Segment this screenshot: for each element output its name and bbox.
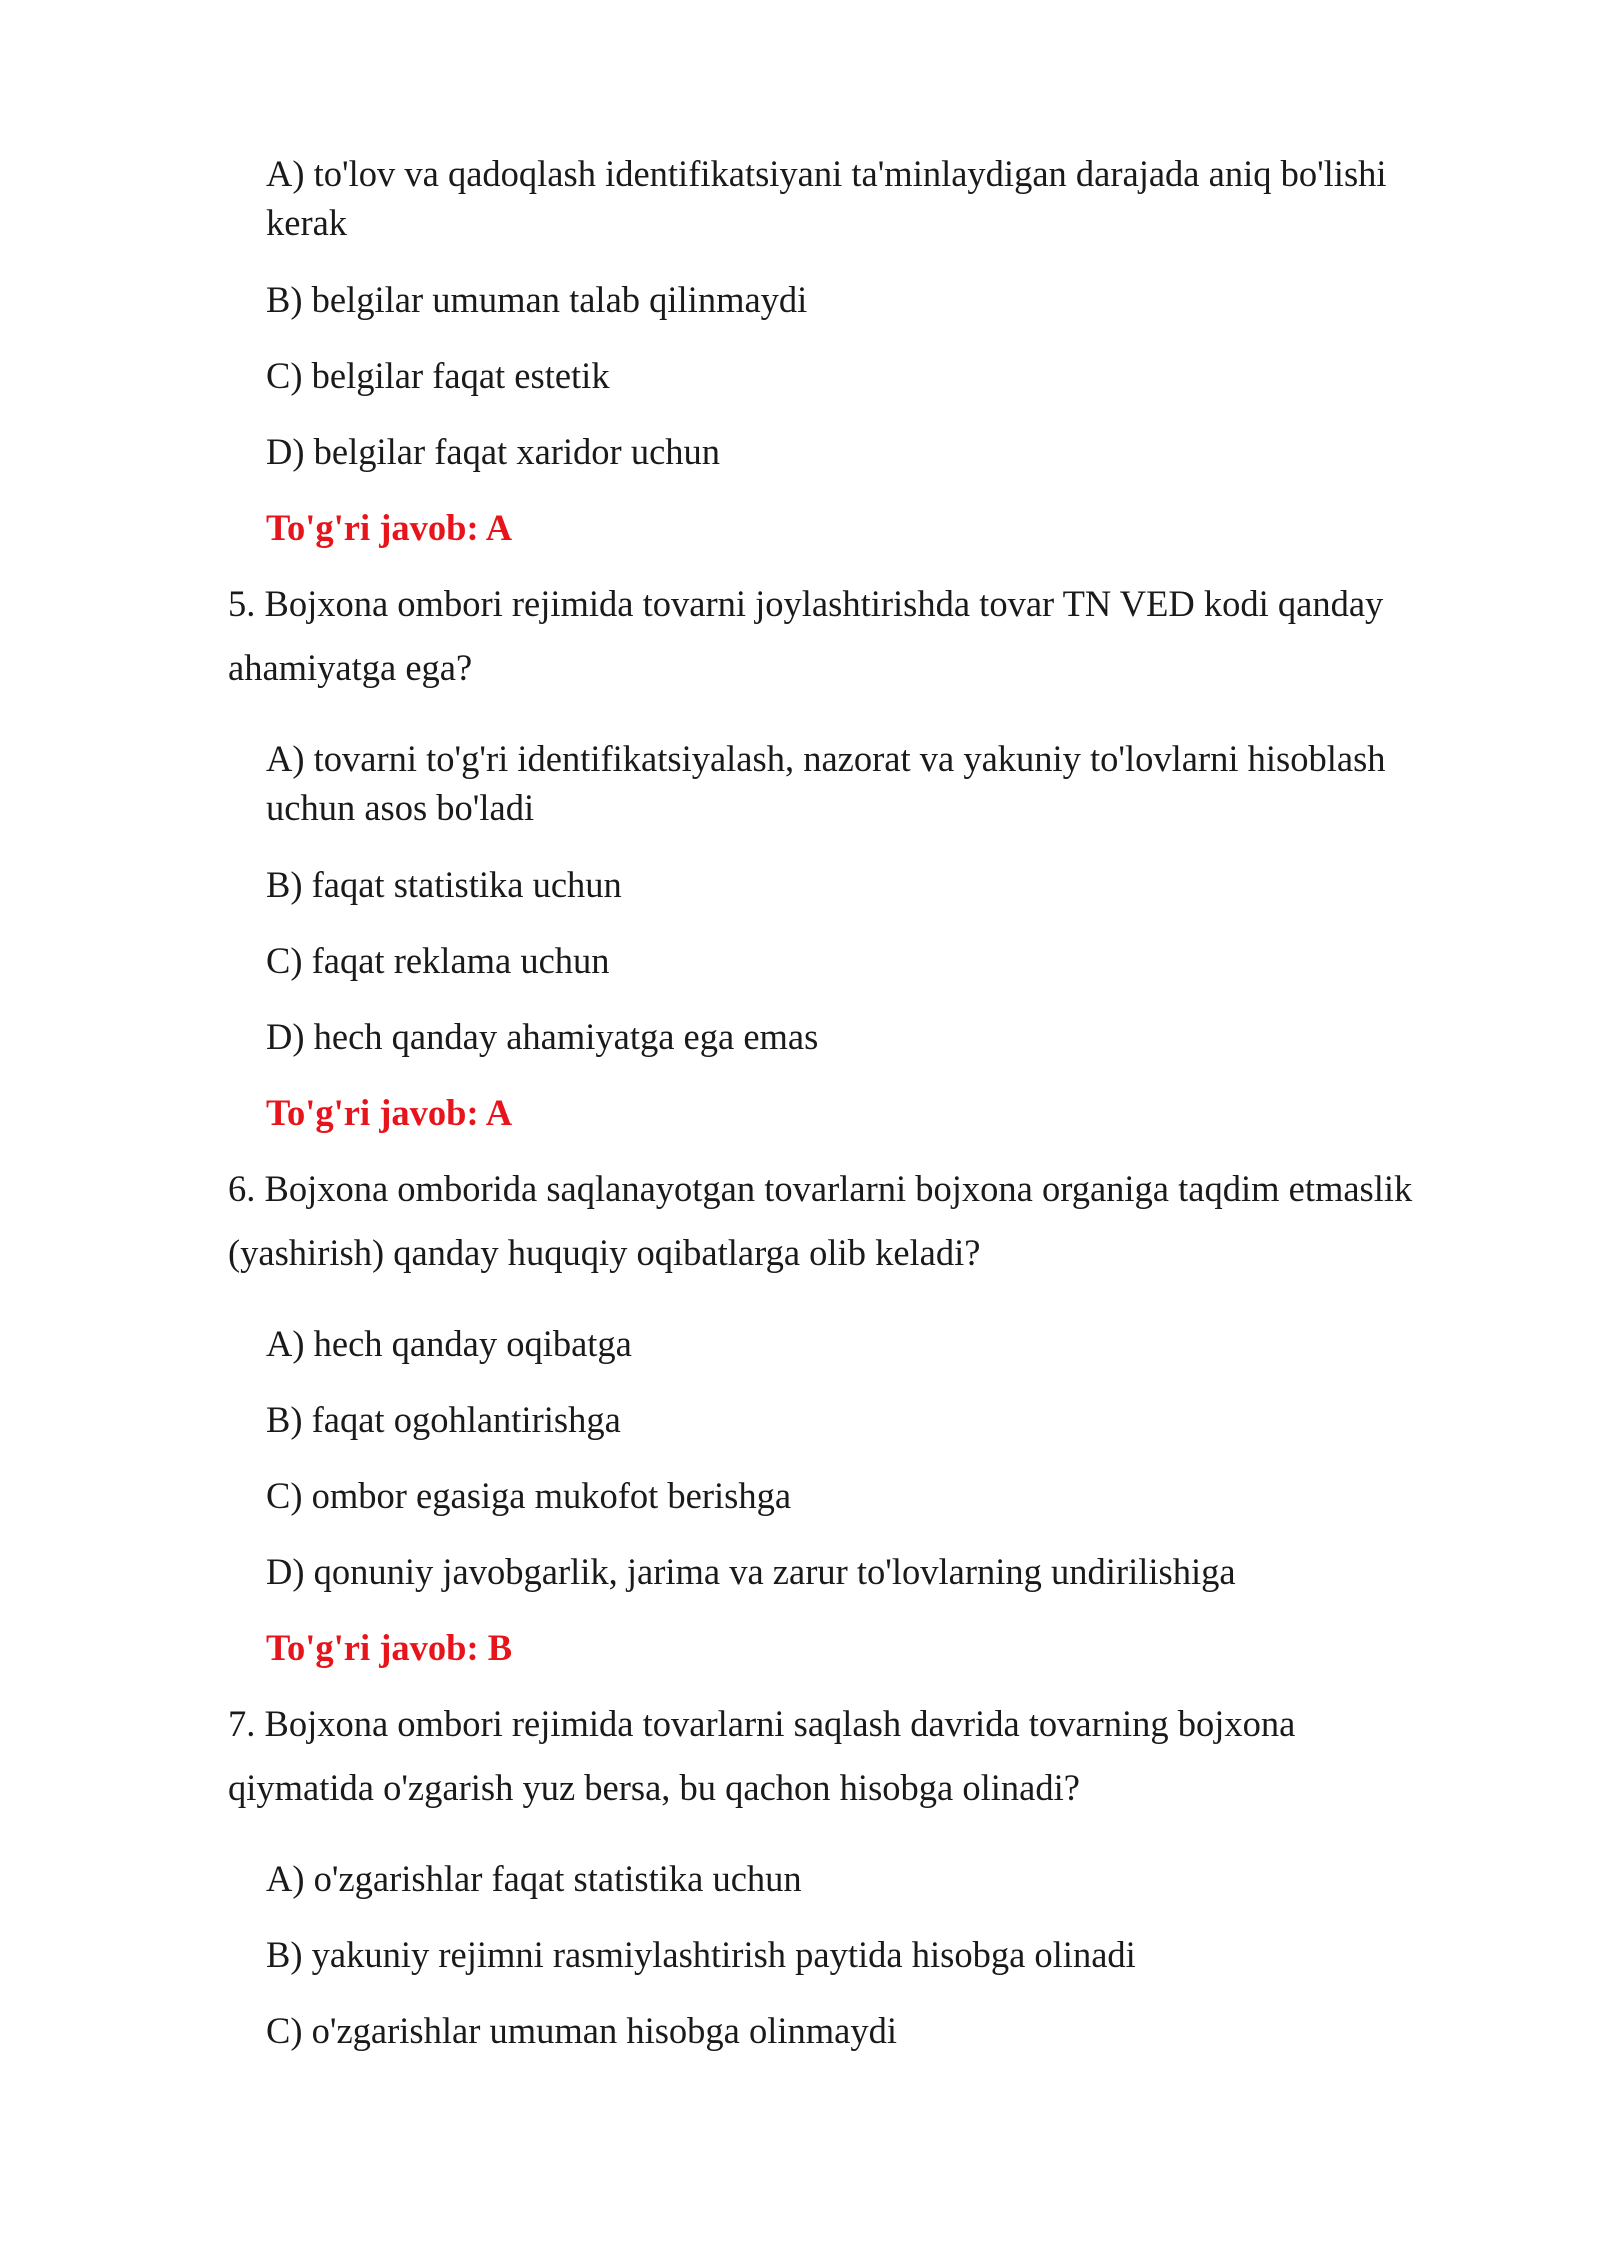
question-text-line-2: ahamiyatga ega?	[228, 647, 473, 688]
option-a-line-2: kerak	[266, 202, 348, 243]
correct-answer: To'g'ri javob: A	[266, 1092, 513, 1133]
option-b: B) yakuniy rejimni rasmiylashtirish paytida hisobga olinadi	[266, 1934, 1136, 1975]
question-text-line-1: 5. Bojxona ombori rejimida tovarni joylashtirishda tovar TN VED kodi qanday	[228, 583, 1384, 624]
option-d: D) hech qanday ahamiyatga ega emas	[266, 1016, 819, 1057]
option-a-line-1: A) tovarni to'g'ri identifikatsiyalash, nazorat va yakuniy to'lovlarni hisoblash	[266, 738, 1386, 779]
option-c: C) ombor egasiga mukofot berishga	[266, 1475, 792, 1516]
question-text-line-1: 7. Bojxona ombori rejimida tovarlarni saqlash davrida tovarning bojxona	[228, 1703, 1296, 1744]
option-b: B) belgilar umuman talab qilinmaydi	[266, 279, 808, 320]
option-d: D) qonuniy javobgarlik, jarima va zarur to'lovlarning undirilishiga	[266, 1551, 1236, 1592]
option-a: A) o'zgarishlar faqat statistika uchun	[266, 1858, 802, 1899]
option-b: B) faqat ogohlantirishga	[266, 1399, 621, 1440]
question-text-line-2: qiymatida o'zgarish yuz bersa, bu qachon hisobga olinadi?	[228, 1767, 1080, 1808]
option-c: C) faqat reklama uchun	[266, 940, 610, 981]
option-c: C) belgilar faqat estetik	[266, 355, 610, 396]
option-a: A) hech qanday oqibatga	[266, 1323, 632, 1364]
question-text-line-2: (yashirish) qanday huquqiy oqibatlarga olib keladi?	[228, 1232, 981, 1273]
correct-answer: To'g'ri javob: B	[266, 1627, 513, 1668]
option-b: B) faqat statistika uchun	[266, 864, 622, 905]
correct-answer: To'g'ri javob: A	[266, 507, 513, 548]
question-text-line-1: 6. Bojxona omborida saqlanayotgan tovarlarni bojxona organiga taqdim etmaslik	[228, 1168, 1413, 1209]
option-d: D) belgilar faqat xaridor uchun	[266, 431, 721, 472]
option-a-line-2: uchun asos bo'ladi	[266, 787, 535, 828]
option-c: C) o'zgarishlar umuman hisobga olinmaydi	[266, 2010, 898, 2051]
option-a-line-1: A) to'lov va qadoqlash identifikatsiyani ta'minlaydigan darajada aniq bo'lishi	[266, 153, 1387, 194]
